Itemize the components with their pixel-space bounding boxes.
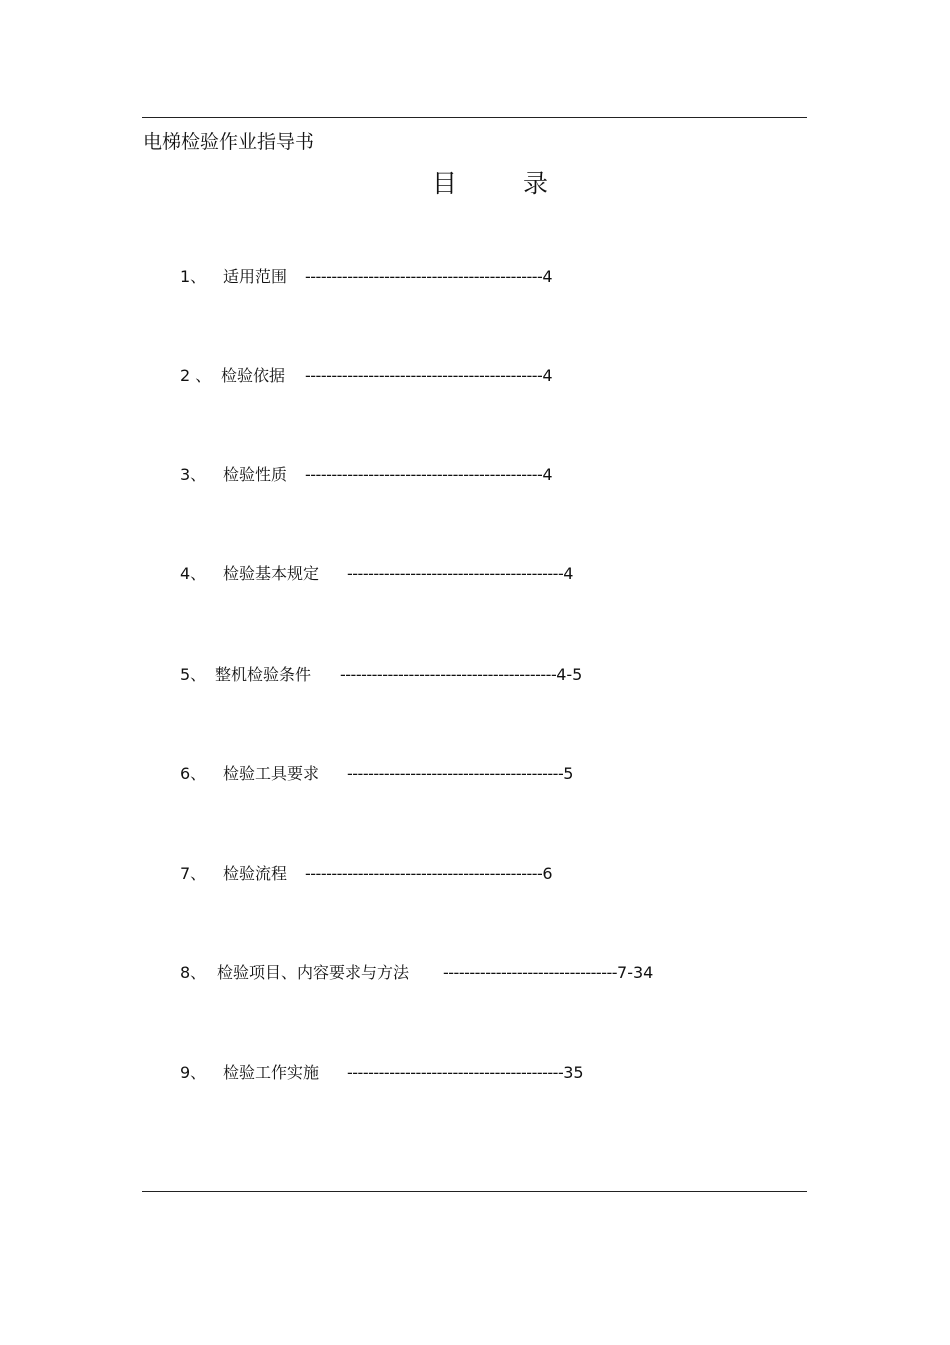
toc-entry-title: 检验项目、内容要求与方法 bbox=[217, 963, 410, 982]
toc-entry-page: 4 bbox=[563, 564, 574, 583]
toc-entry-leader: --------------------------------- bbox=[443, 963, 618, 982]
toc-entry-page: 4 bbox=[542, 465, 553, 484]
toc-entry-leader: ----------------------------------------- bbox=[347, 564, 564, 583]
toc-entry-6[interactable] bbox=[180, 763, 573, 785]
toc-entry-3[interactable] bbox=[180, 464, 553, 486]
toc-entry-page: 35 bbox=[563, 1063, 584, 1082]
toc-entry-number: 5、 bbox=[180, 665, 207, 684]
toc-entry-2[interactable] bbox=[180, 365, 553, 387]
toc-entry-7[interactable] bbox=[180, 863, 553, 885]
toc-entry-title: 检验流程 bbox=[223, 864, 288, 883]
toc-entry-leader: ----------------------------------------- bbox=[347, 764, 564, 783]
toc-entry-8[interactable] bbox=[180, 962, 653, 984]
toc-entry-9[interactable] bbox=[180, 1062, 584, 1084]
toc-entry-number: 1、 bbox=[180, 267, 207, 286]
toc-entry-page: 4 bbox=[542, 366, 553, 385]
footer-rule bbox=[142, 1191, 807, 1192]
toc-entry-page: 6 bbox=[542, 864, 553, 883]
toc-entry-title: 适用范围 bbox=[223, 267, 288, 286]
toc-heading: 目录 bbox=[432, 169, 615, 198]
toc-entry-number: 3、 bbox=[180, 465, 207, 484]
toc-entry-page: 5 bbox=[563, 764, 574, 783]
toc-entry-leader: --------------------------------------------- bbox=[305, 465, 543, 484]
toc-entry-number: 7、 bbox=[180, 864, 207, 883]
toc-entry-number: 6、 bbox=[180, 764, 207, 783]
toc-entry-number: 2 、 bbox=[180, 366, 212, 385]
toc-entry-title: 检验性质 bbox=[223, 465, 288, 484]
toc-entry-leader: --------------------------------------------- bbox=[305, 366, 543, 385]
header-rule bbox=[142, 117, 807, 118]
toc-entry-page: 7-34 bbox=[617, 963, 654, 982]
toc-entry-title: 检验基本规定 bbox=[223, 564, 320, 583]
toc-entry-leader: --------------------------------------------- bbox=[305, 864, 543, 883]
toc-entry-title: 整机检验条件 bbox=[215, 665, 312, 684]
toc-entry-title: 检验依据 bbox=[221, 366, 286, 385]
toc-entry-title: 检验工作实施 bbox=[223, 1063, 320, 1082]
toc-entry-1[interactable] bbox=[180, 266, 553, 288]
toc-entry-number: 8、 bbox=[180, 963, 207, 982]
toc-entry-page: 4 bbox=[542, 267, 553, 286]
toc-entry-page: 4-5 bbox=[556, 665, 583, 684]
toc-entry-number: 9、 bbox=[180, 1063, 207, 1082]
toc-entry-title: 检验工具要求 bbox=[223, 764, 320, 783]
toc-entry-leader: ----------------------------------------- bbox=[340, 665, 557, 684]
document-header-title: 电梯检验作业指导书 bbox=[143, 131, 315, 153]
toc-entry-4[interactable] bbox=[180, 563, 573, 585]
toc-entry-leader: --------------------------------------------- bbox=[305, 267, 543, 286]
toc-entry-leader: ----------------------------------------- bbox=[347, 1063, 564, 1082]
toc-entry-number: 4、 bbox=[180, 564, 207, 583]
toc-entry-5[interactable] bbox=[180, 664, 582, 686]
